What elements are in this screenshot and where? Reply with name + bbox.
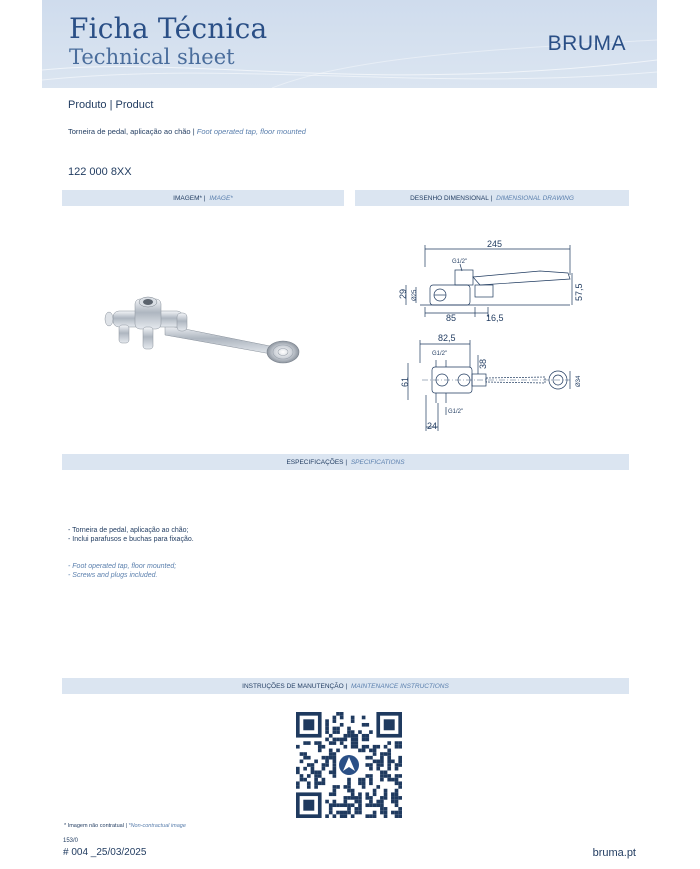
- website-link[interactable]: bruma.pt: [592, 847, 636, 859]
- description-pt: Torneira de pedal, aplicação ao chão: [68, 127, 191, 136]
- dim-g12-bottom: G1/2": [448, 409, 464, 415]
- spec-item-pt: - Torneira de pedal, aplicação ao chão;: [68, 527, 189, 534]
- dim-245: 245: [487, 239, 503, 249]
- dim-38: 38: [478, 358, 488, 369]
- title-portuguese: Ficha Técnica: [69, 12, 268, 45]
- header-banner: [42, 0, 657, 88]
- product-image: [95, 285, 315, 380]
- dimensional-drawing: [380, 235, 610, 440]
- specs-list-pt: [68, 526, 194, 544]
- drawing-section-bar: DESENHO DIMENSIONAL | DIMENSIONAL DRAWING: [355, 190, 629, 206]
- maintenance-qr-code[interactable]: [296, 712, 402, 823]
- specs-label-pt: ESPECIFICAÇÕES: [286, 458, 344, 466]
- maintenance-label-pt: INSTRUÇÕES DE MANUTENÇÃO: [242, 682, 344, 690]
- disclaimer-en: *Non-contractual image: [128, 823, 186, 829]
- dim-24: 24: [427, 421, 438, 431]
- specs-list-en: [68, 562, 176, 580]
- image-label-pt: IMAGEM*: [173, 194, 203, 202]
- dim-g12-top: G1/2": [452, 259, 468, 265]
- spec-item-pt: - Inclui parafusos e buchas para fixação.: [68, 536, 194, 543]
- product-label-en: Product: [115, 99, 154, 111]
- description-en: Foot operated tap, floor mounted: [196, 127, 306, 136]
- title-english: Technical sheet: [69, 45, 235, 69]
- dim-82-5: 82,5: [438, 333, 456, 343]
- image-label-en: IMAGE*: [209, 194, 233, 202]
- specs-section-bar: ESPECIFICAÇÕES | SPECIFICATIONS: [62, 454, 629, 470]
- product-description: Torneira de pedal, aplicação ao chão | Foot operated tap, floor mounted: [68, 127, 306, 136]
- product-label-pt: Produto: [68, 99, 107, 111]
- disclaimer-pt: * Imagem não contratual: [64, 823, 124, 829]
- brand-logo: BRUMA: [547, 32, 626, 55]
- qr-code-icon[interactable]: [296, 712, 402, 818]
- foot-tap-image: [95, 285, 315, 375]
- image-disclaimer: * Imagem não contratual | *Non-contractual image: [64, 823, 186, 829]
- image-section-bar: IMAGEM* | IMAGE*: [62, 190, 344, 206]
- maintenance-label-en: MAINTENANCE INSTRUCTIONS: [350, 682, 449, 690]
- document-revision: # 004 _25/03/2025: [63, 847, 147, 858]
- dim-34: Ø34: [576, 375, 582, 387]
- specs-label-en: SPECIFICATIONS: [350, 458, 405, 466]
- spec-item-en: - Foot operated tap, floor mounted;: [68, 563, 177, 570]
- maintenance-section-bar: INSTRUÇÕES DE MANUTENÇÃO | MAINTENANCE INSTRUCTIONS: [62, 678, 629, 694]
- dim-25: Ø25: [412, 289, 418, 301]
- dim-g12-mid: G1/2": [432, 351, 448, 357]
- drawing-label-en: DIMENSIONAL DRAWING: [496, 194, 574, 202]
- dim-61: 61: [400, 376, 410, 387]
- dim-85: 85: [446, 313, 457, 323]
- dim-29: 29: [398, 288, 408, 299]
- dim-16-5: 16,5: [486, 313, 504, 323]
- product-heading: Produto | Product: [68, 99, 154, 111]
- technical-drawing: [380, 235, 610, 435]
- spec-item-en: - Screws and plugs included.: [68, 572, 158, 579]
- document-code: 153/0: [63, 838, 79, 844]
- drawing-label-pt: DESENHO DIMENSIONAL: [410, 194, 489, 202]
- product-reference: 122 000 8XX: [68, 166, 132, 178]
- dim-57-5: 57,5: [574, 283, 584, 301]
